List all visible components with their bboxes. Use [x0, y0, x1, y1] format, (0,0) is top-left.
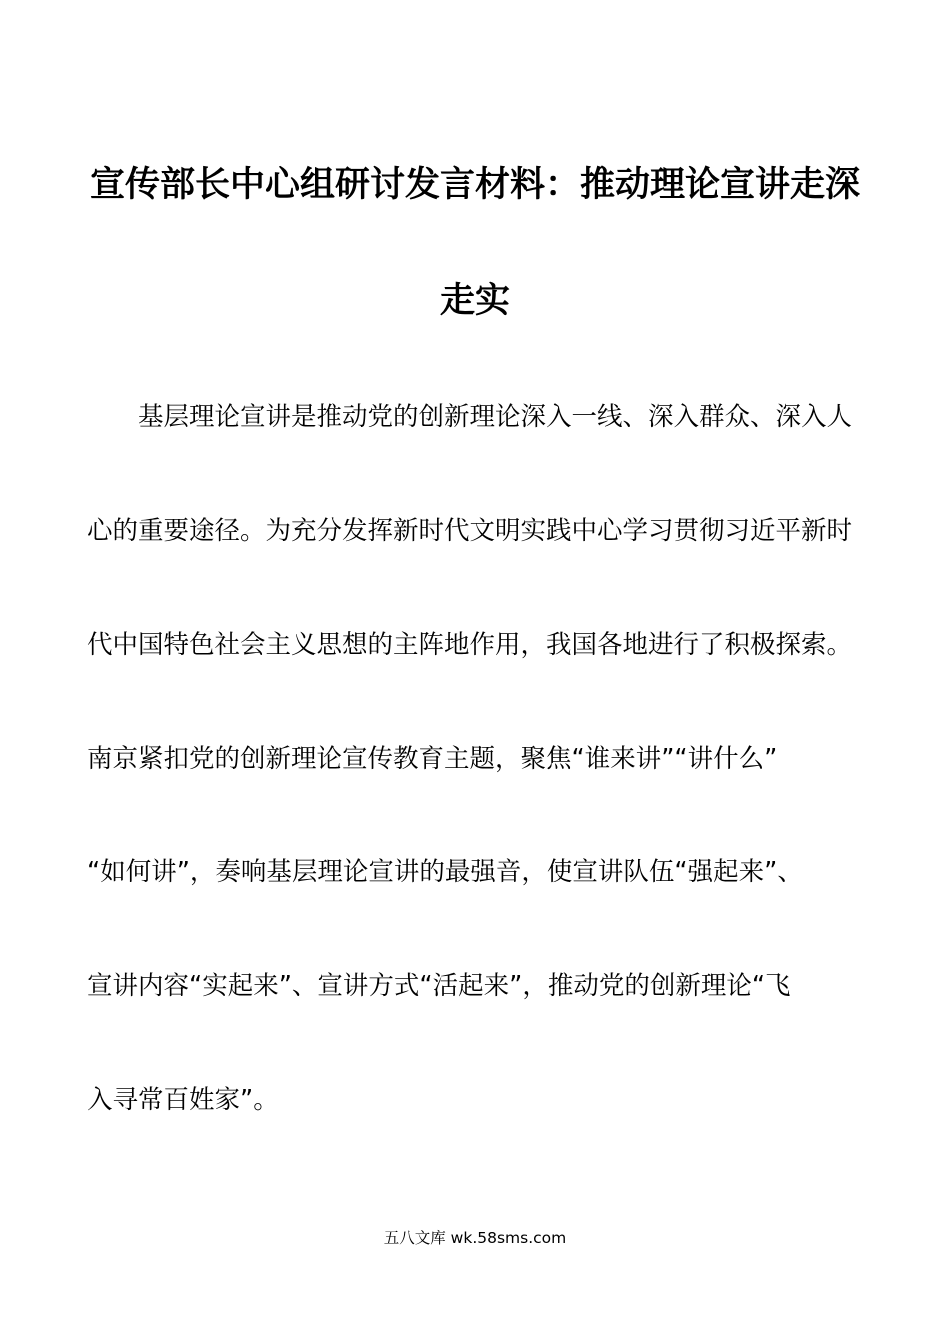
body-text-line: “如何讲”，奏响基层理论宣讲的最强音，使宣讲队伍“强起来”、: [87, 857, 803, 887]
body-text-line: 基层理论宣讲是推动党的创新理论深入一线、深入群众、深入人: [87, 402, 853, 432]
footer-watermark: 五八文库 wk.58sms.com: [383, 1229, 567, 1247]
body-text-line: 南京紧扣党的创新理论宣传教育主题，聚焦“谁来讲”“讲什么”: [87, 744, 778, 774]
document-title-line-1: 宣传部长中心组研讨发言材料：推动理论宣讲走深: [89, 165, 860, 205]
body-text-line: 入寻常百姓家”。: [87, 1085, 279, 1115]
body-text-line: 代中国特色社会主义思想的主阵地作用，我国各地进行了积极探索。: [87, 630, 853, 660]
document-title-line-2: 走实: [439, 281, 510, 321]
body-text-line: 宣讲内容“实起来”、宣讲方式“活起来”，推动党的创新理论“飞: [87, 971, 791, 1001]
body-text-line: 心的重要途径。为充分发挥新时代文明实践中心学习贯彻习近平新时: [87, 516, 853, 546]
